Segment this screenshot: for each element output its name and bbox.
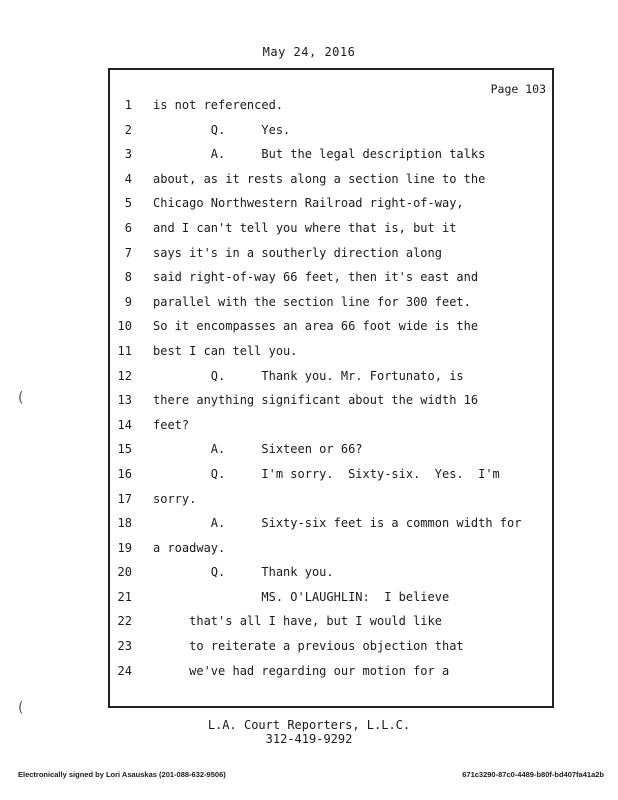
line-number: 8	[124, 270, 132, 285]
transcript-date: May 24, 2016	[262, 45, 356, 59]
transcript-line	[108, 369, 554, 394]
document-hash: 671c3290-87c0-4489-b80f-bd407fa41a2b	[462, 770, 604, 779]
line-text: Q. Yes.	[153, 122, 291, 137]
line-number: 21	[117, 589, 132, 604]
line-number: 23	[117, 639, 132, 654]
page-number: Page 103	[490, 82, 546, 96]
reporter-firm-name: L.A. Court Reporters, L.L.C.	[207, 718, 411, 732]
line-text: A. Sixteen or 66?	[153, 442, 363, 457]
line-number: 11	[117, 343, 132, 358]
line-text: MS. O'LAUGHLIN: I believe	[153, 589, 450, 604]
transcript-line	[108, 639, 554, 664]
line-text: about, as it rests along a section line to the	[153, 171, 486, 186]
line-text: sorry.	[153, 491, 197, 506]
line-number: 24	[117, 663, 132, 678]
transcript-body	[108, 98, 554, 688]
reporter-phone: 312-419-9292	[265, 732, 353, 746]
line-number: 22	[117, 614, 132, 629]
line-text: Q. I'm sorry. Sixty-six. Yes. I'm	[153, 466, 500, 481]
line-text: A. But the legal description talks	[153, 147, 486, 162]
line-text: So it encompasses an area 66 foot wide is the	[153, 319, 479, 334]
line-text: says it's in a southerly direction along	[153, 245, 442, 260]
transcript-line	[108, 123, 554, 148]
line-number: 6	[124, 220, 132, 235]
line-number: 2	[124, 122, 132, 137]
scan-artifact-icon: (	[18, 390, 24, 406]
line-text: to reiterate a previous objection that	[153, 639, 464, 654]
transcript-line	[108, 614, 554, 639]
transcript-line	[108, 565, 554, 590]
line-number: 19	[117, 540, 132, 555]
transcript-line	[108, 319, 554, 344]
transcript-line	[108, 246, 554, 271]
line-text: is not referenced.	[153, 98, 284, 112]
transcript-line	[108, 541, 554, 566]
line-number: 18	[117, 516, 132, 531]
scan-artifact-icon: (	[18, 700, 24, 716]
transcript-line	[108, 196, 554, 221]
line-text: said right-of-way 66 feet, then it's east and	[153, 270, 479, 285]
line-text: Q. Thank you.	[153, 565, 334, 580]
line-number: 4	[124, 171, 132, 186]
court-reporter-footer	[0, 718, 618, 746]
transcript-line	[108, 295, 554, 320]
transcript-line	[108, 418, 554, 443]
transcript-line	[108, 516, 554, 541]
transcript-line	[108, 344, 554, 369]
line-text: parallel with the section line for 300 feet.	[153, 294, 471, 309]
transcript-line	[108, 221, 554, 246]
transcript-line	[108, 492, 554, 517]
line-text: we've had regarding our motion for a	[153, 663, 450, 678]
line-text: A. Sixty-six feet is a common width for	[153, 516, 522, 531]
electronic-signature-note: Electronically signed by Lori Asauskas (201-088-632-9506)	[18, 770, 226, 779]
line-number: 7	[124, 245, 132, 260]
line-number: 15	[117, 442, 132, 457]
transcript-line	[108, 467, 554, 492]
line-number: 14	[117, 417, 132, 432]
line-text: a roadway.	[153, 540, 226, 555]
transcript-line	[108, 147, 554, 172]
transcript-line	[108, 393, 554, 418]
transcript-line	[108, 270, 554, 295]
line-text: Q. Thank you. Mr. Fortunato, is	[153, 368, 464, 383]
transcript-line	[108, 98, 554, 123]
line-number: 16	[117, 466, 132, 481]
line-text: feet?	[153, 417, 190, 432]
line-number: 13	[117, 393, 132, 408]
transcript-line	[108, 172, 554, 197]
line-text: there anything significant about the width 16	[153, 393, 479, 408]
line-text: that's all I have, but I would like	[153, 614, 442, 629]
line-text: best I can tell you.	[153, 343, 298, 358]
transcript-line	[108, 442, 554, 467]
line-text: Chicago Northwestern Railroad right-of-way,	[153, 196, 464, 211]
line-number: 1	[124, 98, 132, 112]
line-number: 9	[124, 294, 132, 309]
line-number: 20	[117, 565, 132, 580]
transcript-line	[108, 590, 554, 615]
line-number: 5	[124, 196, 132, 211]
transcript-line	[108, 664, 554, 689]
line-number: 3	[124, 147, 132, 162]
line-number: 10	[117, 319, 132, 334]
line-text: and I can't tell you where that is, but it	[153, 220, 457, 235]
line-number: 17	[117, 491, 132, 506]
line-number: 12	[117, 368, 132, 383]
